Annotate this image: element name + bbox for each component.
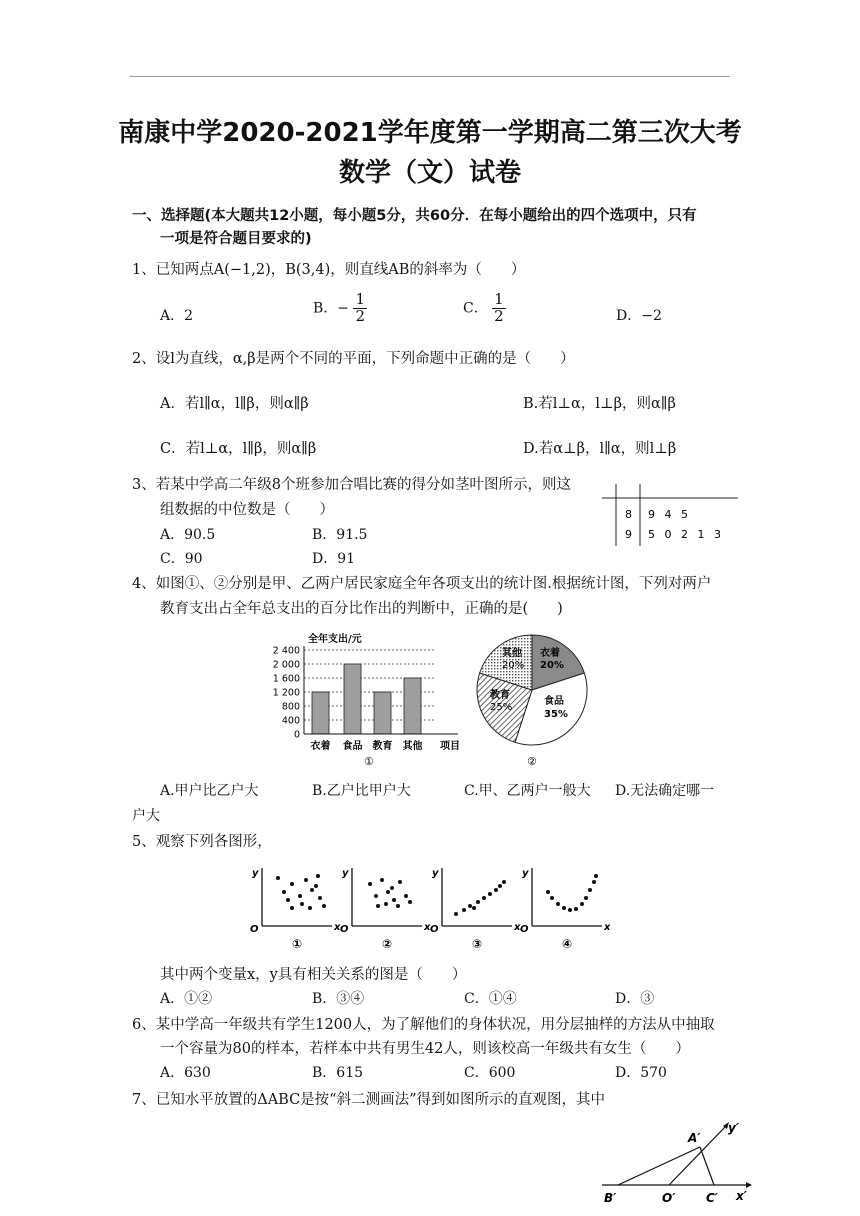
q2-option-c: C．若l⊥α，l∥β，则α∥β: [160, 441, 317, 457]
scatter-point: [404, 894, 408, 898]
bar-chart-bars: [312, 664, 421, 734]
scatter-point: [494, 888, 498, 892]
bar: [374, 692, 391, 734]
bar-chart-categories: [311, 739, 423, 752]
bar-tick-label: 800: [281, 701, 300, 713]
bar-tick-label: 2 400: [272, 645, 300, 657]
scatter-point: [300, 902, 304, 906]
bar-category-label: 其他: [402, 741, 423, 752]
scatter-origin-label: O: [250, 924, 259, 935]
label-b: B′: [604, 1191, 617, 1205]
scatter-point: [468, 904, 472, 908]
scatter-origin-label: O: [340, 924, 349, 935]
scatter-point: [318, 896, 322, 900]
scatter-figure-label: ①: [292, 937, 303, 951]
scatter-point: [588, 888, 592, 892]
scatter-point: [488, 892, 492, 896]
q5-option-d: D．③: [615, 991, 655, 1007]
q4-stem-line1: 4、如图①、②分别是甲、乙两户居民家庭全年各项支出的统计图.根据统计图，下列对两户: [132, 576, 712, 592]
q6-option-b: B．615: [312, 1065, 364, 1081]
q1-option-b-prefix: B．−: [313, 300, 350, 317]
q6-option-d: D．570: [615, 1065, 667, 1081]
q4-option-c: C.甲、乙两户一般大: [464, 783, 591, 799]
q4-option-a: A.甲户比乙户大: [160, 783, 259, 799]
scatter-point: [568, 908, 572, 912]
stem-row1: 8: [625, 508, 632, 521]
scatter-axis-x-label: x: [604, 922, 610, 933]
scatter-point: [476, 900, 480, 904]
pie-label-education: 教育: [490, 690, 510, 701]
q4-stem-line2: 教育支出占全年总支出的百分比作出的判断中，正确的是( ): [160, 601, 563, 617]
scatter-point: [290, 906, 294, 910]
scatter-figure-label: ③: [472, 937, 483, 951]
bar: [404, 678, 421, 734]
q3-option-b: B．91.5: [312, 527, 368, 543]
q4-option-d-cont: 户大: [132, 808, 160, 824]
label-x: x′: [736, 1189, 747, 1203]
section-heading-line2: 一项是符合题目要求的): [160, 231, 312, 247]
scatter-point: [398, 880, 402, 884]
scatter-point: [482, 896, 486, 900]
scatter-axis-x-label: x: [424, 922, 431, 933]
bar-chart: [268, 628, 468, 770]
scatter-plots: [240, 862, 610, 954]
pie-chart-figure-label: ②: [527, 755, 537, 768]
pie-label-food: 食品: [544, 696, 564, 707]
q3-stem-line1: 3、若某中学高二年级8个班参加合唱比赛的得分如茎叶图所示，则这: [132, 477, 571, 493]
scatter-point: [472, 906, 476, 910]
segment-ac: [700, 1147, 714, 1185]
label-y: y′: [728, 1121, 739, 1135]
scatter-point: [390, 886, 394, 890]
scatter-axis-x-label: x: [514, 922, 521, 933]
bar-chart-ylabel: 全年支出/元: [308, 634, 362, 645]
scatter-point: [584, 896, 588, 900]
scatter-point: [392, 898, 396, 902]
scatter-point: [574, 907, 578, 911]
scatter-point: [308, 906, 312, 910]
q1-option-b: [313, 292, 367, 325]
q2-option-d: D.若α⊥β，l∥α，则l⊥β: [523, 441, 677, 457]
q3-option-a: A．90.5: [160, 527, 216, 543]
bar-tick-label: 0: [293, 729, 300, 741]
q4-option-b: B.乙户比甲户大: [312, 783, 411, 799]
pie-label-other: 其他: [502, 648, 522, 659]
bar-tick-label: 1 200: [272, 687, 300, 699]
q1-b-numerator: 1: [355, 290, 366, 308]
scatter-point: [290, 882, 294, 886]
q1-option-d: D．−2: [616, 308, 662, 324]
scatter-point: [556, 902, 560, 906]
bar-tick-label: 1 600: [272, 673, 300, 685]
stem-leaf-plot: [600, 480, 740, 550]
scatter-point: [314, 884, 318, 888]
q5-option-c: C．①④: [464, 991, 517, 1007]
q3-option-d: D．91: [312, 551, 356, 567]
bar-chart-xlabel: 项目: [440, 741, 460, 752]
q5-stem2: 其中两个变量x，y具有相关关系的图是（ ）: [160, 967, 467, 983]
q1-option-a: A．2: [160, 308, 194, 324]
q1-stem: 1、已知两点A(−1,2)，B(3,4)，则直线AB的斜率为（ ）: [132, 262, 526, 278]
q1-option-b-fraction: [353, 292, 367, 325]
bar-category-label: 教育: [372, 741, 393, 752]
scatter-axis-x-label: x: [334, 922, 341, 933]
scatter-point: [310, 888, 314, 892]
pie-chart: [470, 620, 610, 770]
scatter-point: [286, 898, 290, 902]
scatter-point: [384, 902, 388, 906]
label-a: A′: [688, 1131, 701, 1145]
bar-category-label: 衣着: [310, 741, 331, 752]
header-rule: [130, 76, 730, 77]
scatter-point: [592, 880, 596, 884]
label-o: O′: [662, 1191, 676, 1205]
scatter-axis-y-label: y: [252, 868, 259, 879]
pie-pct-food: 35%: [544, 709, 568, 720]
scatter-point: [276, 876, 280, 880]
section-heading-line1: 一、选择题(本大题共12小题，每小题5分，共60分．在每小题给出的四个选项中，只有: [132, 208, 697, 224]
scatter-point: [408, 900, 412, 904]
scatter-point: [368, 882, 372, 886]
pie-pct-education: 25%: [490, 702, 513, 713]
q5-stem: 5、观察下列各图形，: [132, 834, 272, 850]
scatter-point: [454, 912, 458, 916]
scatter-point: [546, 890, 550, 894]
scatter-point: [282, 890, 286, 894]
q1-option-c-prefix: C．: [463, 300, 488, 317]
exam-subtitle: 数学（文）试卷: [338, 158, 521, 188]
scatter-point: [322, 904, 326, 908]
scatter-figure-label: ②: [382, 937, 393, 951]
exam-title: 南康中学2020-2021学年度第一学期高二第三次大考: [118, 118, 742, 148]
q6-option-c: C．600: [464, 1065, 516, 1081]
q6-stem-line2: 一个容量为80的样本，若样本中共有男生42人，则该校高一年级共有女生（ ）: [160, 1041, 690, 1057]
scatter-point: [298, 894, 302, 898]
q5-option-b: B．③④: [312, 991, 365, 1007]
bar: [312, 692, 329, 734]
q5-option-a: A．①②: [160, 991, 213, 1007]
scatter-point: [304, 878, 308, 882]
q2-option-b: B.若l⊥α，l⊥β，则α∥β: [523, 396, 676, 412]
oblique-diagram: [596, 1118, 756, 1208]
scatter-point: [396, 904, 400, 908]
q6-stem-line1: 6、某中学高一年级共有学生1200人，为了解他们的身体状况，用分层抽样的方法从中抽取: [132, 1017, 715, 1033]
scatter-panels: [250, 868, 610, 951]
q3-stem-line2: 组数据的中位数是（ ）: [160, 502, 334, 518]
scatter-point: [502, 880, 506, 884]
scatter-point: [580, 902, 584, 906]
scatter-point: [316, 874, 320, 878]
stem-row2: 9: [625, 528, 632, 541]
scatter-origin-label: O: [520, 924, 529, 935]
scatter-point: [380, 878, 384, 882]
scatter-point: [374, 894, 378, 898]
pie-pct-other: 20%: [502, 660, 525, 671]
bar-category-label: 食品: [342, 741, 363, 752]
x-arrow-icon: [746, 1182, 752, 1188]
q7-stem: 7、已知水平放置的ΔABC是按“斜二测画法”得到如图所示的直观图，其中: [132, 1092, 606, 1108]
scatter-figure-label: ④: [562, 937, 573, 951]
q1-c-numerator: 1: [494, 290, 504, 308]
q6-option-a: A．630: [160, 1065, 211, 1081]
q2-option-a: A．若l∥α，l∥β，则α∥β: [160, 396, 309, 412]
bar-tick-label: 2 000: [272, 659, 300, 671]
q3-option-c: C．90: [160, 551, 203, 567]
label-c: C′: [706, 1191, 718, 1205]
q1-option-c: [463, 292, 506, 325]
scatter-point: [498, 884, 502, 888]
pie-pct-clothing: 20%: [540, 660, 564, 671]
q4-option-d: D.无法确定哪一: [615, 783, 715, 799]
q1-option-c-fraction: [492, 292, 506, 325]
scatter-point: [562, 906, 566, 910]
scatter-point: [386, 890, 390, 894]
scatter-axis-y-label: y: [342, 868, 349, 879]
bar-chart-figure-label: ①: [364, 755, 374, 768]
leaves-row1: 9 4 5: [648, 508, 688, 521]
bar-chart-ticks: [273, 646, 300, 741]
scatter-point: [462, 908, 466, 912]
q1-c-denominator: 2: [494, 306, 504, 325]
scatter-axis-y-label: y: [522, 868, 529, 879]
q2-stem: 2、设l为直线，α,β是两个不同的平面，下列命题中正确的是（ ）: [132, 351, 575, 367]
q1-b-denominator: 2: [355, 306, 366, 325]
scatter-point: [376, 904, 380, 908]
scatter-origin-label: O: [430, 924, 439, 935]
leaves-row2: 5 0 2 1 3: [648, 528, 721, 541]
bar: [344, 664, 361, 734]
scatter-point: [594, 874, 598, 878]
pie-label-clothing: 衣着: [540, 648, 560, 659]
bar-tick-label: 400: [281, 715, 300, 727]
scatter-point: [550, 896, 554, 900]
scatter-axis-y-label: y: [432, 868, 439, 879]
